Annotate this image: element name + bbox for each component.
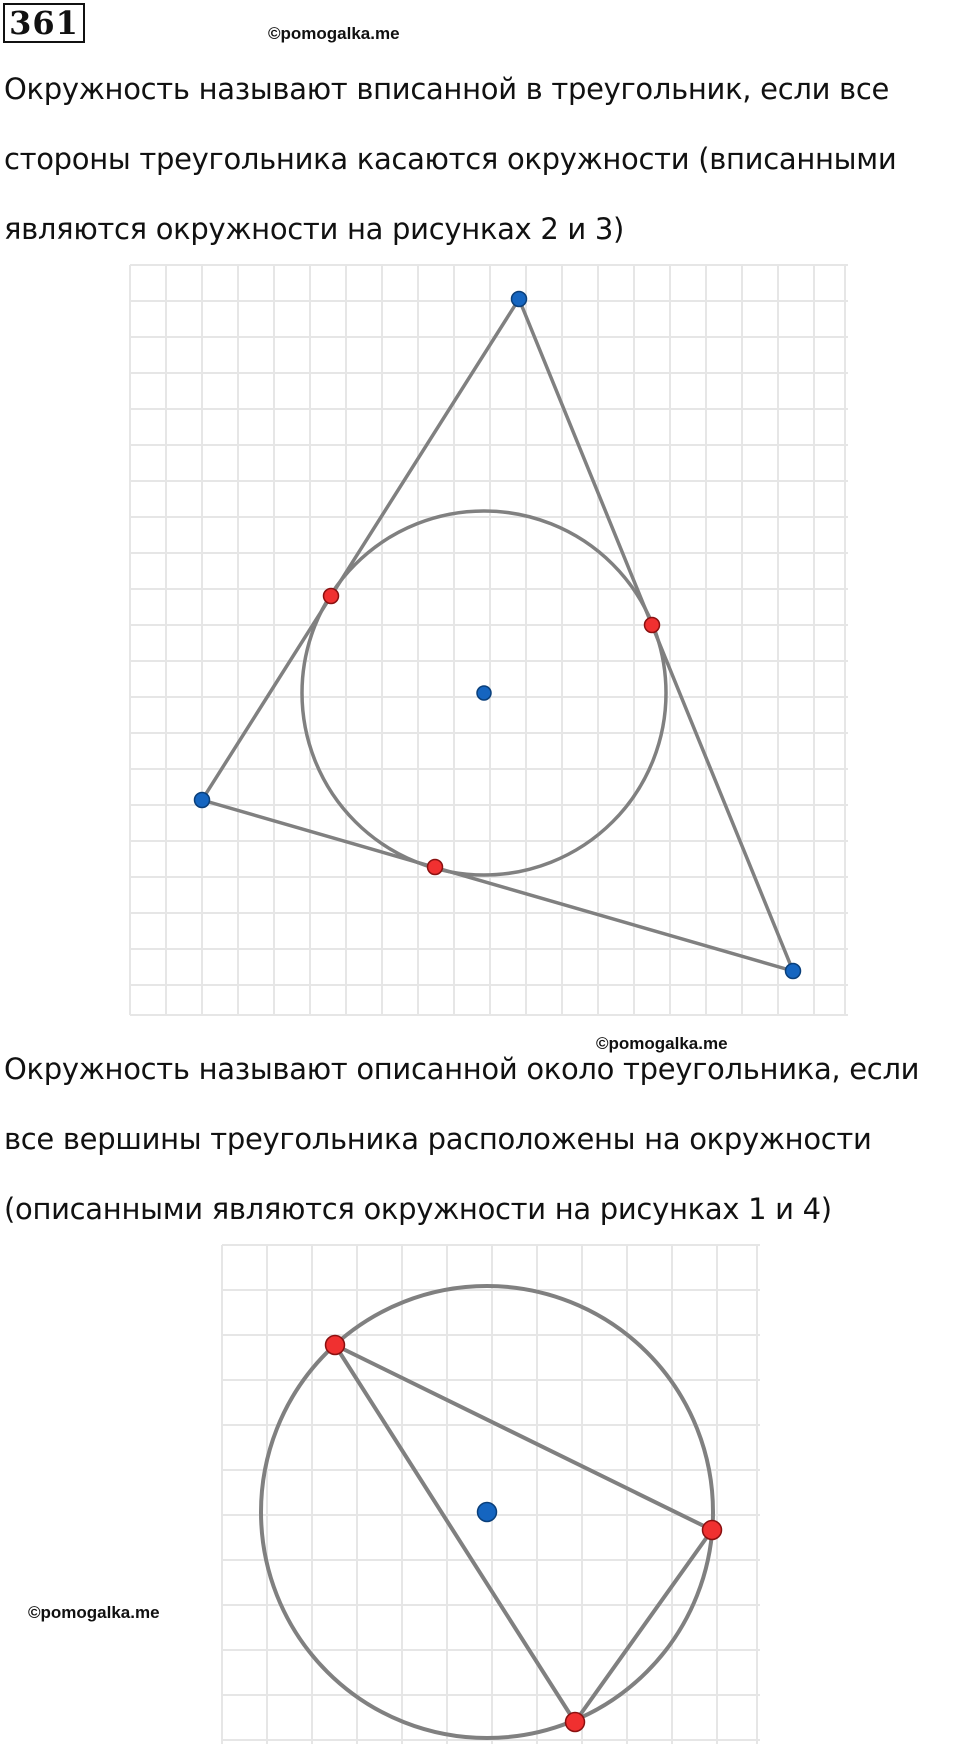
inscribed-text-line-2: стороны треугольника касаются окружности (вписанными <box>4 142 897 176</box>
task-number: 361 <box>3 3 85 43</box>
circumscribed-grid <box>222 1245 760 1744</box>
circumscribed-text-line-1: Окружность называют описанной около треугольника, если <box>4 1052 920 1086</box>
vertex-top-left <box>326 1336 345 1355</box>
watermark-middle: ©pomogalka.me <box>596 1034 728 1053</box>
circumscribed-text-line-3: (описанными являются окружности на рисунках 1 и 4) <box>4 1192 832 1226</box>
inscribed-text-line-3: являются окружности на рисунках 2 и 3) <box>4 212 625 246</box>
watermark-top: ©pomogalka.me <box>268 24 400 43</box>
watermark-bottom: ©pomogalka.me <box>28 1603 160 1622</box>
circumscribed-text-line-2: все вершины треугольника расположены на окружности <box>4 1122 872 1156</box>
vertex-right <box>703 1521 722 1540</box>
vertex-bottom <box>566 1713 585 1732</box>
circumscribed-circle-center-point <box>478 1503 497 1522</box>
inscribed-text-line-1: Окружность называют вписанной в треугольник, если все <box>4 72 890 106</box>
